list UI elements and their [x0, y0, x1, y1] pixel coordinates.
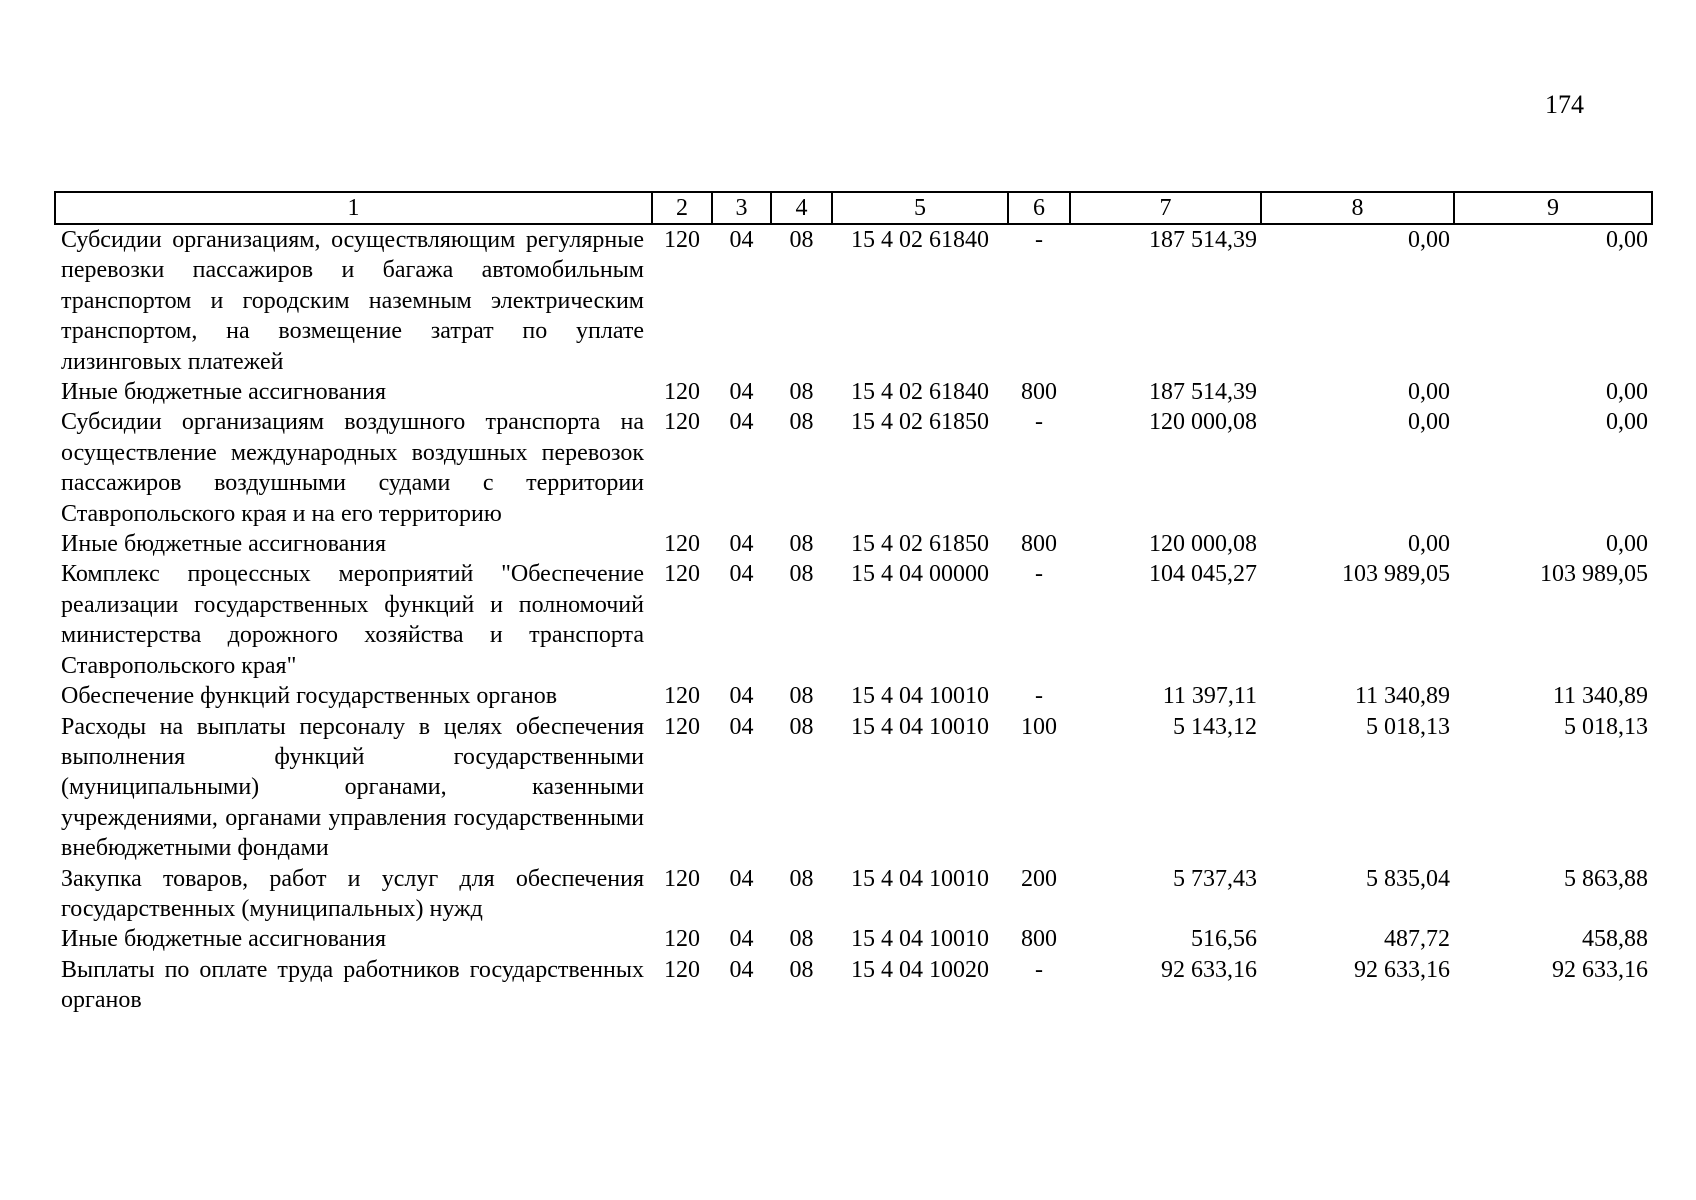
- row-name: Обеспечение функций государственных органов: [61, 683, 558, 710]
- cell-expense-type: 800: [1021, 926, 1057, 953]
- cell-expense-type: 800: [1021, 531, 1057, 558]
- cell-expense-type: -: [1035, 561, 1043, 588]
- header-row: [55, 192, 1652, 224]
- cell-admin-code: 120: [664, 926, 700, 953]
- cell-target-article: 15 4 04 00000: [851, 561, 989, 588]
- row-name: Комплекс процессных мероприятий "Обеспечение реализации государственных функций и полномочий министерства дорожного хозяйства и транспорта Ставропольского края": [61, 561, 644, 679]
- cell-admin-code: 120: [664, 531, 700, 558]
- cell-target-article: 15 4 02 61840: [851, 379, 989, 406]
- cell-section: 04: [729, 713, 754, 740]
- page-number: 174: [1545, 90, 1584, 119]
- cell-target-article: 15 4 04 10010: [851, 683, 989, 710]
- cell-admin-code: 120: [664, 683, 700, 710]
- cell-subsection: 08: [789, 865, 814, 892]
- cell-amount-9: 0,00: [1606, 409, 1648, 436]
- cell-amount-8: 0,00: [1408, 379, 1450, 406]
- cell-amount-7: 187 514,39: [1149, 227, 1257, 253]
- cell-amount-9: 458,88: [1582, 926, 1648, 953]
- row-name: Закупка товаров, работ и услуг для обеспечения государственных (муниципальных) нужд: [61, 865, 644, 922]
- column-header: 7: [1070, 192, 1261, 224]
- cell-section: 04: [729, 956, 754, 983]
- cell-amount-9: 0,00: [1606, 531, 1648, 558]
- cell-amount-7: 5 737,43: [1173, 865, 1257, 892]
- cell-expense-type: 200: [1021, 865, 1057, 892]
- cell-subsection: 08: [789, 926, 814, 953]
- budget-table: [54, 191, 1653, 1016]
- cell-target-article: 15 4 04 10010: [851, 926, 989, 953]
- row-name: Иные бюджетные ассигнования: [61, 379, 386, 406]
- cell-subsection: 08: [789, 531, 814, 558]
- cell-admin-code: 120: [664, 713, 700, 740]
- cell-subsection: 08: [789, 713, 814, 740]
- cell-subsection: 08: [789, 379, 814, 406]
- table-row: [55, 224, 1652, 377]
- cell-section: 04: [729, 409, 754, 436]
- cell-amount-8: 0,00: [1408, 227, 1450, 253]
- cell-amount-9: 0,00: [1606, 379, 1648, 406]
- column-header: 3: [712, 192, 771, 224]
- cell-amount-8: 0,00: [1408, 531, 1450, 558]
- cell-section: 04: [729, 561, 754, 588]
- cell-amount-7: 5 143,12: [1173, 713, 1257, 740]
- cell-target-article: 15 4 04 10010: [851, 713, 989, 740]
- cell-amount-9: 11 340,89: [1552, 683, 1648, 710]
- cell-section: 04: [729, 379, 754, 406]
- cell-amount-8: 5 835,04: [1366, 865, 1450, 892]
- cell-admin-code: 120: [664, 379, 700, 406]
- cell-amount-9: 92 633,16: [1552, 956, 1648, 983]
- cell-amount-7: 11 397,11: [1162, 683, 1257, 710]
- cell-amount-9: 0,00: [1606, 227, 1648, 253]
- table-row: [55, 864, 1652, 925]
- cell-amount-8: 487,72: [1384, 926, 1450, 953]
- cell-admin-code: 120: [664, 227, 700, 253]
- cell-expense-type: 800: [1021, 379, 1057, 406]
- row-name: Иные бюджетные ассигнования: [61, 926, 386, 953]
- cell-amount-7: 104 045,27: [1149, 561, 1257, 588]
- cell-amount-7: 120 000,08: [1149, 409, 1257, 436]
- table-row: [55, 559, 1652, 681]
- cell-admin-code: 120: [664, 956, 700, 983]
- table-row: [55, 681, 1652, 711]
- cell-amount-7: 516,56: [1191, 926, 1257, 953]
- table-row: [55, 712, 1652, 864]
- cell-amount-8: 103 989,05: [1342, 561, 1450, 588]
- cell-target-article: 15 4 02 61840: [851, 227, 989, 253]
- cell-expense-type: -: [1035, 409, 1043, 436]
- cell-amount-9: 5 018,13: [1564, 713, 1648, 740]
- cell-subsection: 08: [789, 227, 814, 253]
- row-name: Расходы на выплаты персоналу в целях обеспечения выполнения функций государственными (муниципальными) органами, казенными учреждениями, органами управления государственными внебюджетными фондами: [61, 713, 644, 862]
- row-name: Субсидии организациям, осуществляющим регулярные перевозки пассажиров и багажа автомобильным транспортом и городским наземным электрическим транспортом, на возмещение затрат по уплате лизинговых платежей: [61, 227, 644, 375]
- cell-amount-8: 5 018,13: [1366, 713, 1450, 740]
- column-header: 5: [832, 192, 1008, 224]
- cell-subsection: 08: [789, 561, 814, 588]
- column-header: 2: [652, 192, 712, 224]
- table-row: [55, 377, 1652, 407]
- cell-subsection: 08: [789, 683, 814, 710]
- cell-amount-8: 0,00: [1408, 409, 1450, 436]
- cell-target-article: 15 4 04 10020: [851, 956, 989, 983]
- cell-admin-code: 120: [664, 865, 700, 892]
- cell-section: 04: [729, 865, 754, 892]
- cell-expense-type: -: [1035, 956, 1043, 983]
- column-header: 9: [1454, 192, 1652, 224]
- cell-amount-8: 11 340,89: [1354, 683, 1450, 710]
- table-row: [55, 924, 1652, 954]
- row-name: Выплаты по оплате труда работников государственных органов: [61, 956, 644, 1014]
- cell-target-article: 15 4 04 10010: [851, 865, 989, 892]
- cell-subsection: 08: [789, 956, 814, 983]
- table-row: [55, 955, 1652, 1016]
- cell-amount-9: 103 989,05: [1540, 561, 1648, 588]
- column-header: 1: [55, 192, 652, 224]
- row-name: Субсидии организациям воздушного транспорта на осуществление международных воздушных перевозок пассажиров воздушными судами с территории Ставропольского края и на его территорию: [61, 409, 644, 527]
- cell-subsection: 08: [789, 409, 814, 436]
- cell-admin-code: 120: [664, 409, 700, 436]
- cell-section: 04: [729, 227, 754, 253]
- cell-amount-9: 5 863,88: [1564, 865, 1648, 892]
- cell-expense-type: -: [1035, 227, 1043, 253]
- cell-amount-7: 92 633,16: [1161, 956, 1257, 983]
- column-header: 8: [1261, 192, 1454, 224]
- column-header: 6: [1008, 192, 1070, 224]
- cell-amount-7: 187 514,39: [1149, 379, 1257, 406]
- cell-section: 04: [729, 683, 754, 710]
- cell-admin-code: 120: [664, 561, 700, 588]
- cell-expense-type: 100: [1021, 713, 1057, 740]
- table-row: [55, 529, 1652, 559]
- cell-amount-7: 120 000,08: [1149, 531, 1257, 558]
- table-row: [55, 407, 1652, 529]
- column-header: 4: [771, 192, 832, 224]
- cell-section: 04: [729, 926, 754, 953]
- cell-expense-type: -: [1035, 683, 1043, 710]
- cell-amount-8: 92 633,16: [1354, 956, 1450, 983]
- cell-target-article: 15 4 02 61850: [851, 531, 989, 558]
- row-name: Иные бюджетные ассигнования: [61, 531, 386, 558]
- cell-target-article: 15 4 02 61850: [851, 409, 989, 436]
- cell-section: 04: [729, 531, 754, 558]
